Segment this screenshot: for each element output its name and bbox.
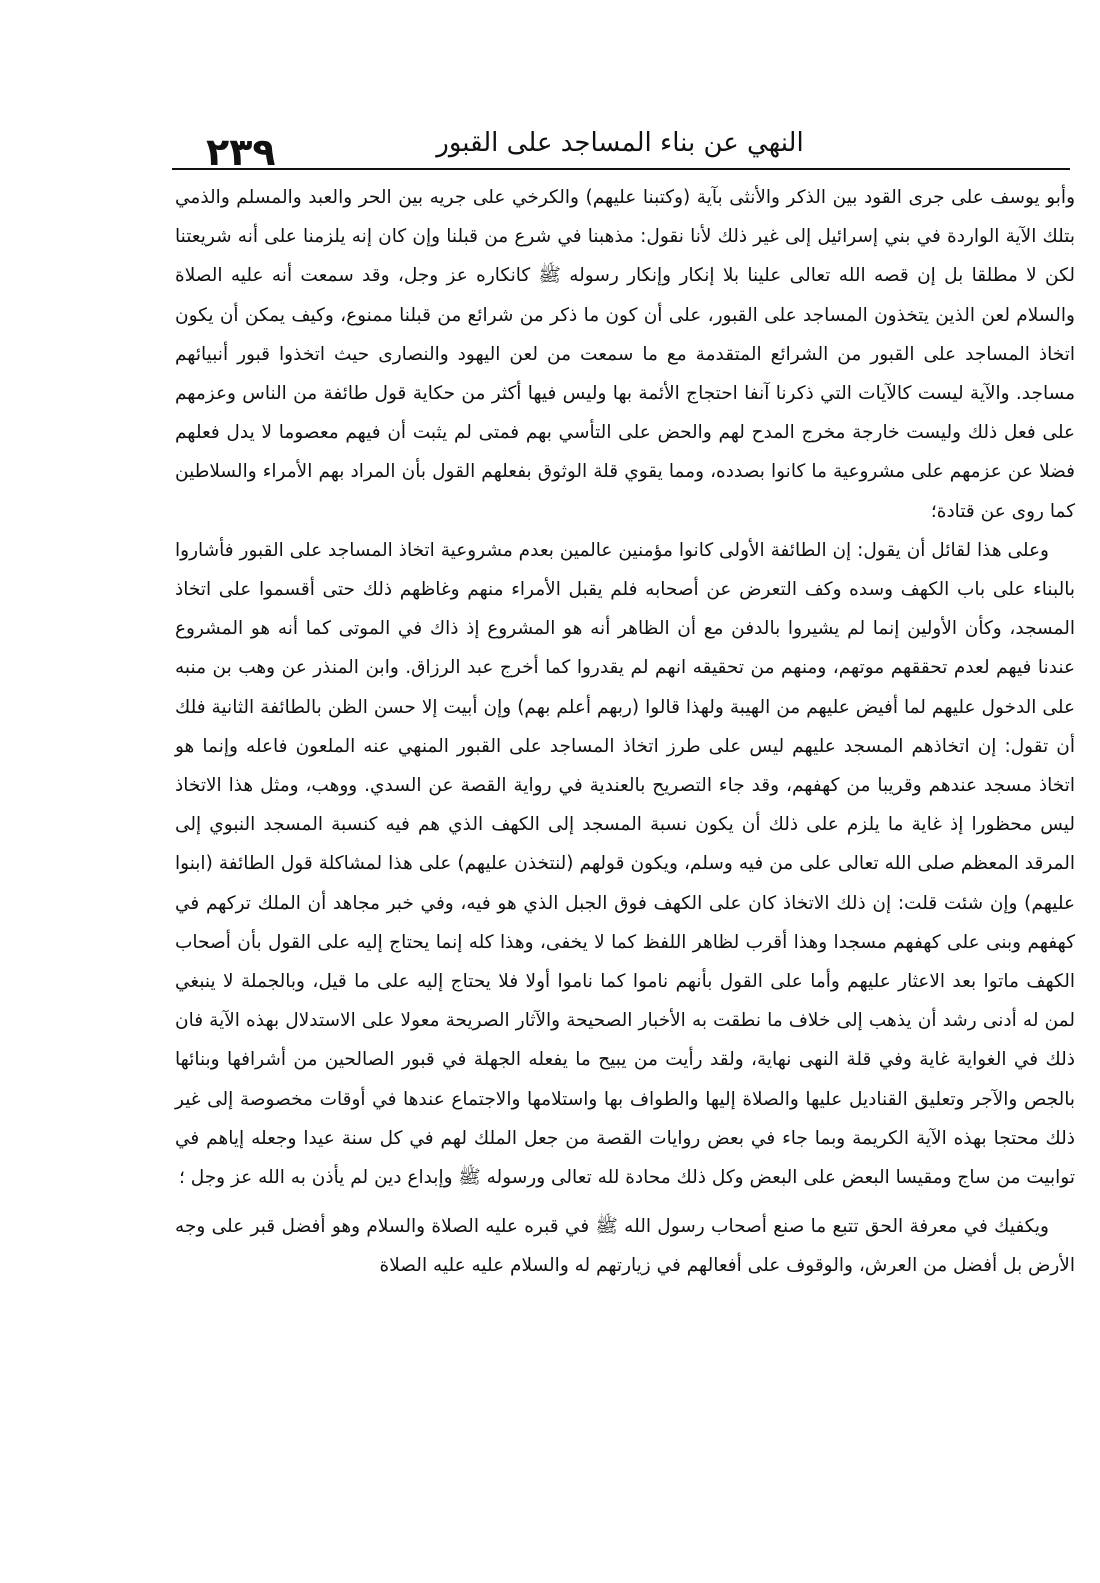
header-rule xyxy=(172,168,1070,170)
paragraph-2: وعلى هذا لقائل أن يقول: إن الطائفة الأولى كانوا مؤمنين عالمين بعدم مشروعية اتخاذ المساجد على القبور فأشاروا بالبناء على باب الكهف وسده وكف التعرض عن أصحابه فلم يقبل الأمراء منهم وغاظهم ذلك حتى أقسموا على اتخاذ المسجد، وكأن الأولين إنما لم يشيروا بالدفن مع أن الظاهر أنه هو المشروع إذ ذاك في الموتى كما أنه هو المشروع عندنا فيهم لعدم تحققهم موتهم، ومنهم من تحقيقه انهم لم يقدروا كما أخرج عبد الرزاق. وابن المنذر عن وهب بن منبه على الدخول عليهم لما أفيض عليهم من الهيبة ولهذا قالوا (ربهم أعلم بهم) وإن أبيت إلا حسن الظن بالطائفة الثانية فلك أن تقول: إن اتخاذهم المسجد عليهم ليس على طرز اتخاذ المساجد على القبور المنهي عنه الملعون فاعله وإنما هو اتخاذ مسجد عندهم وقريبا من كهفهم، وقد جاء التصريح بالعندية في رواية القصة عن السدي. ووهب، ومثل هذا الاتخاذ ليس محظورا إذ غاية ما يلزم على ذلك أن يكون نسبة المسجد إلى الكهف الذي هم فيه كنسبة المسجد النبوي إلى المرقد المعظم صلى الله تعالى على من فيه وسلم، ويكون قولهم (لنتخذن عليهم) على هذا لمشاكلة قول الطائفة (ابنوا عليهم) وإن شئت قلت: إن ذلك الاتخاذ كان على الكهف فوق الجبل الذي هو فيه، وفي خبر مجاهد أن الملك تركهم في كهفهم وبنى على كهفهم مسجدا وهذا أقرب لظاهر اللفظ كما لا يخفى، وهذا كله إنما يحتاج إليه على القول بأن أصحاب الكهف ماتوا بعد الاعثار عليهم وأما على القول بأنهم ناموا كما ناموا أولا فلا يحتاج إليه على ما قيل، وبالجملة لا ينبغي لمن له أدنى رشد أن يذهب إلى خلاف ما نطقت به الأخبار الصحيحة والآثار الصريحة معولا على الاستدلال بهذه الآية فان ذلك في الغواية غاية وفي قلة النهى نهاية، ولقد رأيت من يبيح ما يفعله الجهلة في قبور الصالحين من أشرافها وبنائها بالجص والآجر وتعليق القناديل عليها والصلاة إليها والطواف بها واستلامها والاجتماع عندها في أوقات مخصوصة إلى غير ذلك محتجا بهذه الآية الكريمة وبما جاء في بعض روايات القصة من جعل الملك لهم في كل سنة عيدا وجعله إياهم في توابيت من ساج ومقيسا البعض على البعض وكل ذلك محادة لله تعالى ورسوله ﷺ وإبداع دين لم يأذن به الله عز وجل ؛ xyxy=(175,539,1075,1189)
body-text xyxy=(175,178,1075,1286)
paragraph-3: ويكفيك في معرفة الحق تتبع ما صنع أصحاب رسول الله ﷺ في قبره عليه الصلاة والسلام وهو أفضل قبر على وجه الأرض بل أفضل من العرش، والوقوف على أفعالهم في زيارتهم له والسلام عليه عليه الصلاة xyxy=(175,1216,1075,1277)
page-number: ٢٣٩ xyxy=(206,130,276,174)
paragraph-1: وأبو يوسف على جرى القود بين الذكر والأنثى بآية (وكتبنا عليهم) والكرخي على جريه بين الحر والعبد والمسلم والذمي بتلك الآية الواردة في بني إسرائيل إلى غير ذلك لأنا نقول: مذهبنا في شرع من قبلنا وإن كان إنه يلزمنا على أنه شريعتنا لكن لا مطلقا بل إن قصه الله تعالى علينا بلا إنكار وإنكار رسوله ﷺ كانكاره عز وجل، وقد سمعت أنه عليه الصلاة والسلام لعن الذين يتخذون المساجد على القبور، على أن كون ما ذكر من شرائع من قبلنا ممنوع، وكيف يمكن أن يكون اتخاذ المساجد على القبور من الشرائع المتقدمة مع ما سمعت من لعن اليهود والنصارى حيث اتخذوا قبور أنبيائهم مساجد. والآية ليست كالآيات التي ذكرنا آنفا احتجاج الأئمة بها وليس فيها أكثر من حكاية قول طائفة من الناس وعزمهم على فعل ذلك وليست خارجة مخرج المدح لهم والحض على التأسي بهم فمتى لم يثبت أن فيهم معصوما لا يدل فعلهم فضلا عن عزمهم على مشروعية ما كانوا بصدده، ومما يقوي قلة الوثوق بفعلهم القول بأن المراد بهم الأمراء والسلاطين كما روى عن قتادة؛ xyxy=(175,187,1075,522)
running-title: النهي عن بناء المساجد على القبور xyxy=(436,128,804,158)
page-header xyxy=(170,126,1070,174)
